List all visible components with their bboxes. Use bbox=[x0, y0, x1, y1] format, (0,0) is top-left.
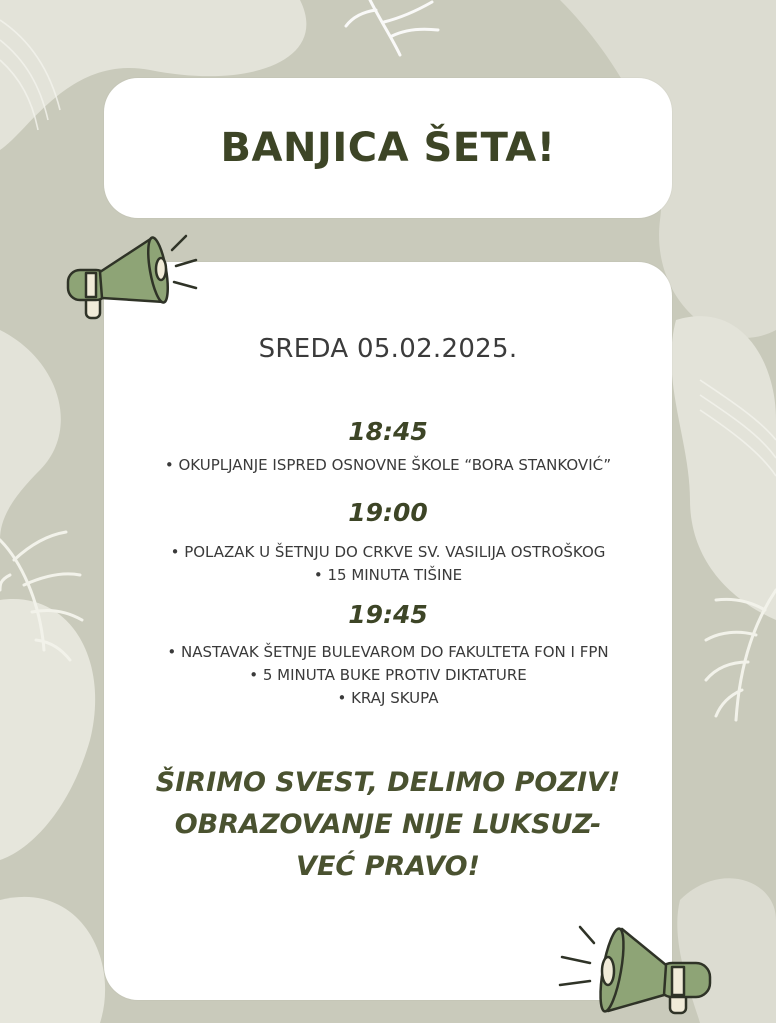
slogan bbox=[104, 762, 672, 888]
title-card bbox=[104, 78, 672, 218]
schedule-block bbox=[104, 498, 672, 587]
megaphone-icon bbox=[60, 228, 210, 328]
schedule-block bbox=[104, 417, 672, 477]
schedule-time: 19:45 bbox=[348, 600, 428, 629]
schedule-item: • KRAJ SKUPA bbox=[337, 689, 439, 707]
slogan-line: VEĆ PRAVO! bbox=[296, 851, 480, 882]
schedule-item: • 15 MINUTA TIŠINE bbox=[313, 566, 463, 584]
event-date: SREDA 05.02.2025. bbox=[258, 334, 518, 364]
schedule-card bbox=[104, 262, 672, 1000]
schedule-time: 18:45 bbox=[348, 417, 428, 446]
megaphone-icon bbox=[550, 915, 725, 1023]
schedule-time: 19:00 bbox=[348, 498, 428, 527]
schedule-item: • POLAZAK U ŠETNJU DO CRKVE SV. VASILIJA OSTROŠKOG bbox=[170, 543, 606, 561]
slogan-line: OBRAZOVANJE NIJE LUKSUZ- bbox=[174, 809, 602, 840]
schedule-item: • 5 MINUTA BUKE PROTIV DIKTATURE bbox=[249, 666, 527, 684]
schedule-item: • NASTAVAK ŠETNJE BULEVAROM DO FAKULTETA FON I FPN bbox=[167, 643, 609, 661]
page-title: BANJICA ŠETA! bbox=[220, 125, 556, 171]
slogan-line: ŠIRIMO SVEST, DELIMO POZIV! bbox=[155, 767, 621, 798]
schedule-item: • OKUPLJANJE ISPRED OSNOVNE ŠKOLE “BORA STANKOVIĆ” bbox=[164, 456, 612, 474]
schedule-block bbox=[104, 600, 672, 710]
